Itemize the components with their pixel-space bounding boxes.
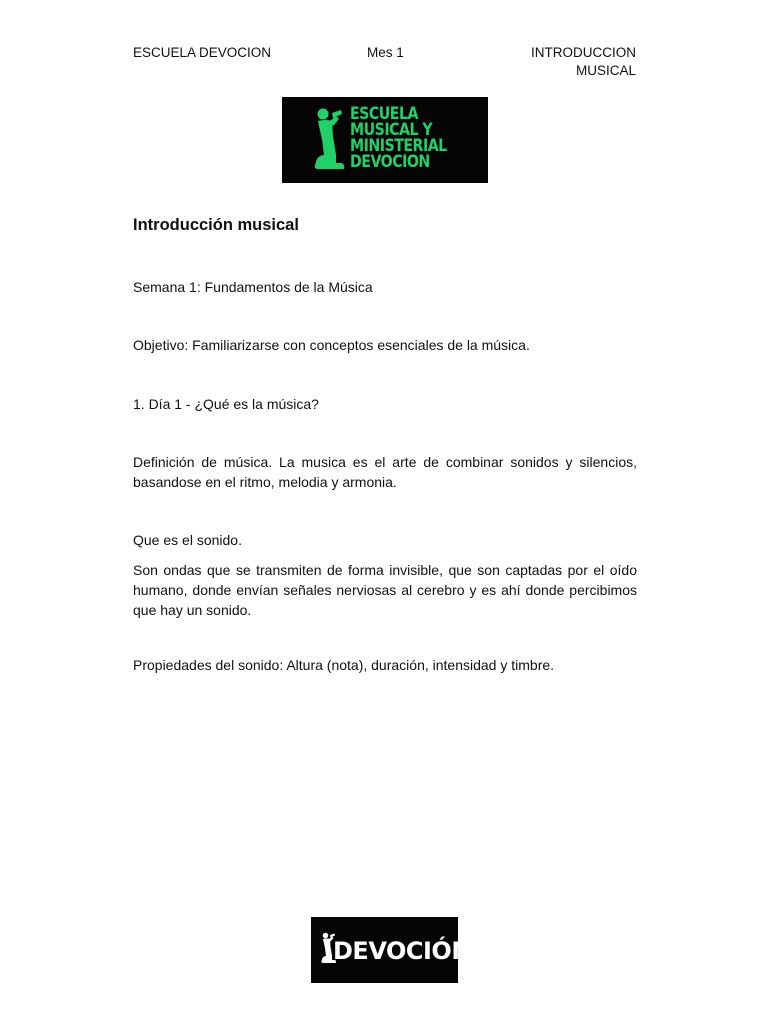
logo-line: MUSICAL Y bbox=[350, 120, 433, 139]
header-course-title-line1: INTRODUCCION bbox=[531, 45, 636, 60]
kneeling-worshipper-icon bbox=[312, 107, 348, 171]
school-logo bbox=[282, 97, 488, 183]
sound-explanation: Son ondas que se transmiten de forma invisible, que son captadas por el oído humano, donde envían señales nerviosas al cerebro y es ahí donde percibimos que hay un sonido. bbox=[133, 562, 637, 618]
logo-line: DEVOCION bbox=[350, 152, 430, 171]
header-course-title bbox=[506, 44, 636, 80]
header-school-name: ESCUELA DEVOCION bbox=[133, 45, 272, 60]
footer-wordmark: DEVOCIÓN bbox=[333, 937, 471, 965]
logo-line: MINISTERIAL bbox=[350, 136, 447, 155]
week-heading: Semana 1: Fundamentos de la Música bbox=[133, 279, 373, 295]
header-course-title-line2: MUSICAL bbox=[575, 63, 636, 78]
sound-properties: Propiedades del sonido: Altura (nota), duración, intensidad y timbre. bbox=[133, 657, 555, 673]
day1-heading: 1. Día 1 - ¿Qué es la música? bbox=[133, 396, 319, 412]
document-title: Introducción musical bbox=[133, 216, 299, 234]
logo-line: ESCUELA bbox=[350, 104, 418, 123]
music-definition: Definición de música. La musica es el arte de combinar sonidos y silencios, basandose en el ritmo, melodia y armonia. bbox=[133, 454, 637, 490]
header-month: Mes 1 bbox=[367, 45, 404, 60]
footer-logo bbox=[311, 917, 471, 983]
page-header bbox=[133, 44, 636, 84]
logo-wordmark bbox=[350, 106, 447, 170]
objective-text: Objetivo: Familiarizarse con conceptos esenciales de la música. bbox=[133, 337, 530, 353]
sound-heading: Que es el sonido. bbox=[133, 532, 242, 548]
